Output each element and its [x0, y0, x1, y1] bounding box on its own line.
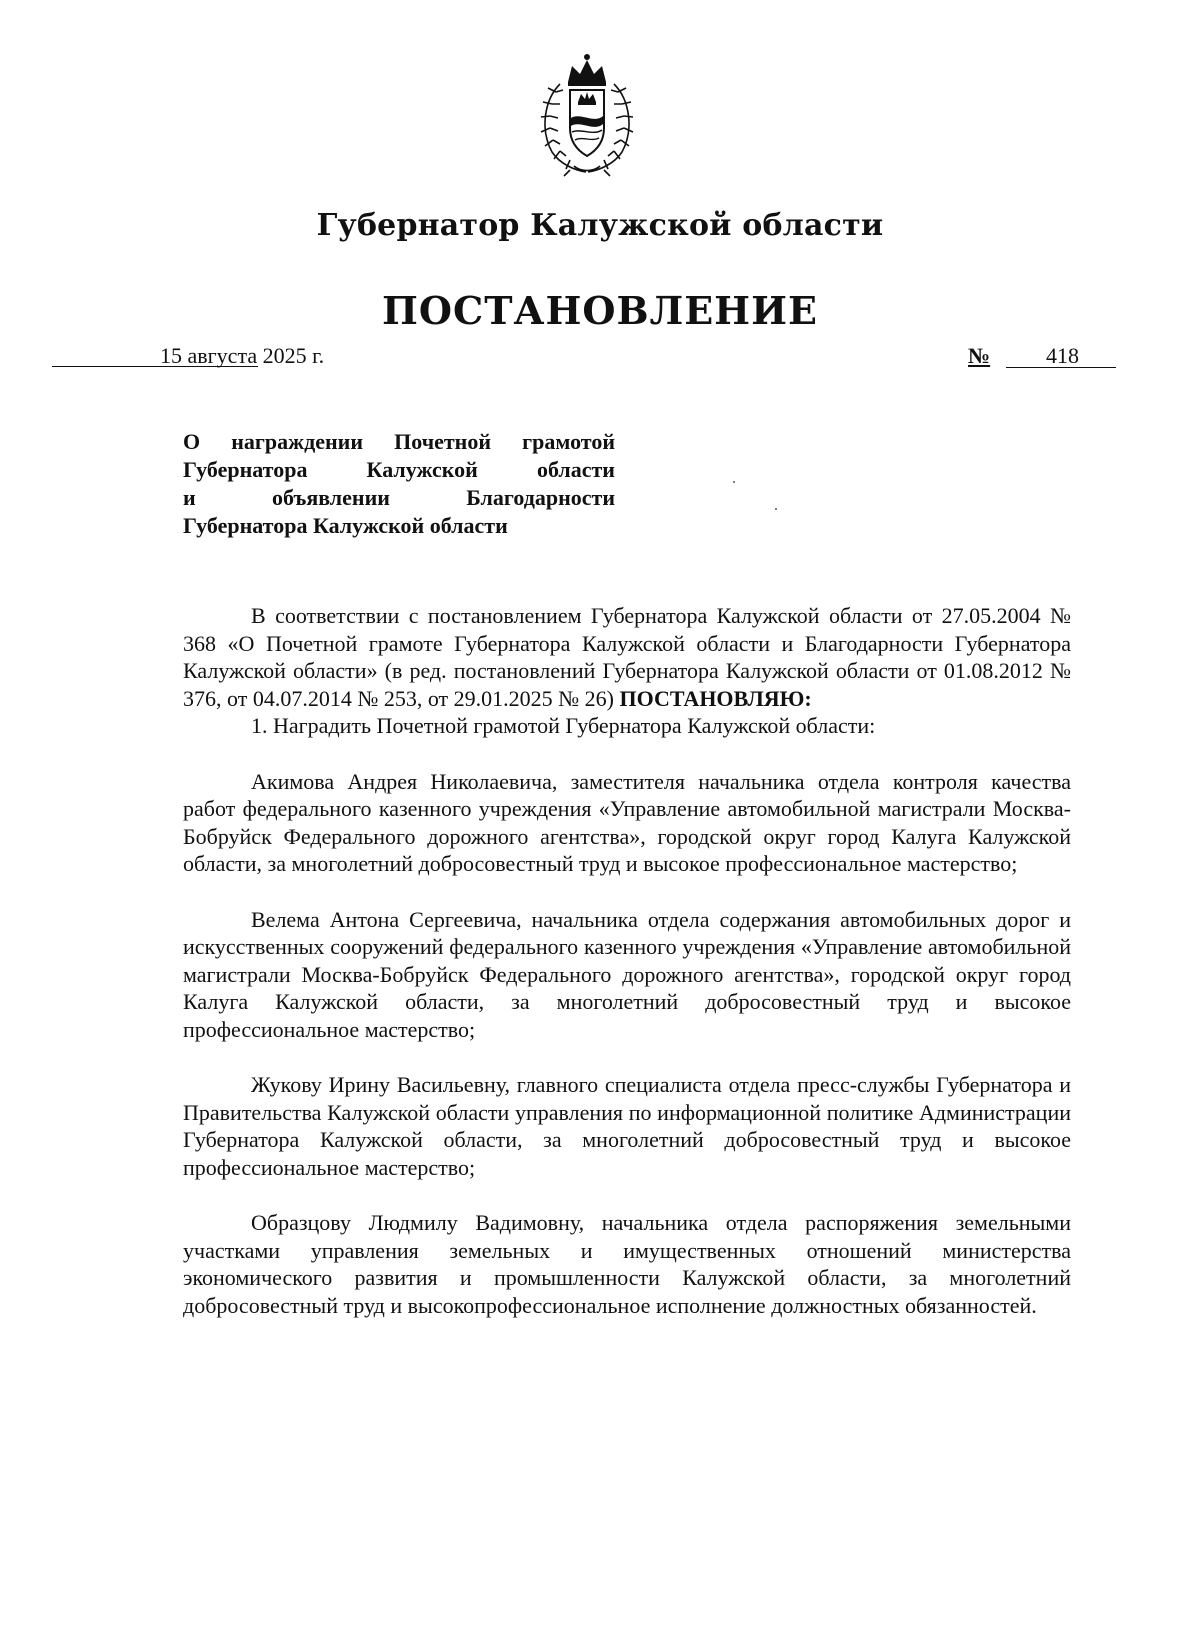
issuing-authority: Губернатор Калужской области — [316, 208, 884, 243]
scan-speck — [775, 508, 777, 510]
preamble-paragraph — [183, 602, 1071, 712]
awardee-paragraph: Образцову Людмилу Вадимовну, начальника отдела распоряжения земельными участками управления земельных и имущественных отношений министерства экономического развития и промышленности Калужской области, за многолетний добросовестный труд и высокопрофессиональное исполнение должностных обязанностей. — [183, 1210, 1071, 1318]
document-number: 418 — [1046, 343, 1079, 368]
awardee-paragraph: Велема Антона Сергеевича, начальника отдела содержания автомобильных дорог и искусственных сооружений федерального казенного учреждения «Управление автомобильной магистрали Москва-Бобруйск Федерального дорожного агентства», городской округ город Калуга Калужской области, за многолетний добросовестный труд и высокое профессиональное мастерство; — [183, 906, 1071, 1042]
awardee-paragraph: Жукову Ирину Васильевну, главного специалиста отдела пресс-службы Губернатора и Правительства Калужской области управления по информационной политике Администрации Губернатора Калужской области, за многолетний добросовестный труд и высокое профессиональное мастерство; — [183, 1072, 1071, 1180]
number-sign: № — [968, 343, 991, 368]
coat-of-arms-icon — [530, 52, 644, 178]
subject-line: Губернатора Калужской области — [183, 457, 615, 482]
subject-line: О награждении Почетной грамотой — [183, 429, 615, 454]
document-body — [183, 602, 1071, 1319]
document-date: 15 августа 2025 г. — [160, 343, 325, 368]
document-type-title: ПОСТАНОВЛЕНИЕ — [382, 288, 818, 333]
subject-line: и объявлении Благодарности — [183, 485, 615, 510]
awardee-paragraph: Акимова Андрея Николаевича, заместителя начальника отдела контроля качества работ федерального казенного учреждения «Управление автомобильной магистрали Москва-Бобруйск Федерального дорожного агентства», городской округ город Калуга Калужской области, за многолетний добросовестный труд и высокое профессиональное мастерство; — [183, 768, 1071, 876]
decree-word: ПОСТАНОВЛЯЮ: — [619, 685, 812, 711]
scan-speck — [733, 481, 735, 483]
subject-line: Губернатора Калужской области — [183, 513, 508, 538]
preamble-text: В соответствии с постановлением Губернатора Калужской области от 27.05.2004 № 368 «О Почетной грамоте Губернатора Калужской области и Благодарности Губернатора Калужской области» (в ред. постановлений Губернатора Калужской области от 01.08.2012 № 376, от 04.07.2014 № 253, от 29.01.2025 № 26) — [183, 603, 1071, 711]
document-subject — [183, 428, 615, 540]
item-1-paragraph: 1. Наградить Почетной грамотой Губернатора Калужской области: — [251, 713, 876, 738]
